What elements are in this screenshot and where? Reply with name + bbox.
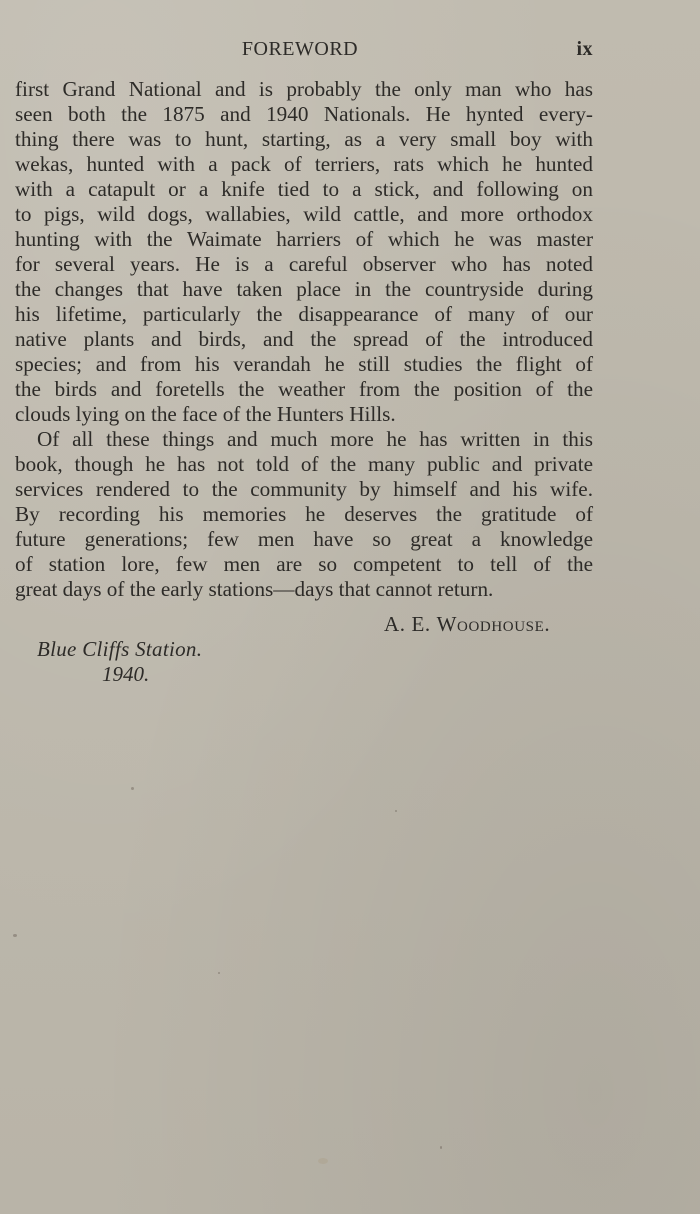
text-line: with a catapult or a knife tied to a stick, and following on bbox=[15, 177, 593, 201]
text-line: clouds lying on the face of the Hunters Hills. bbox=[15, 402, 396, 426]
running-title: FOREWORD bbox=[241, 38, 359, 60]
text-line: native plants and birds, and the spread of the introduced bbox=[15, 327, 593, 351]
running-head bbox=[15, 38, 593, 64]
author-surname: Woodhouse. bbox=[436, 612, 551, 636]
text-line: hunting with the Waimate harriers of which he was master bbox=[15, 227, 593, 251]
dateline-year: 1940. bbox=[102, 662, 150, 686]
text-line: the changes that have taken place in the countryside during bbox=[15, 277, 593, 301]
author-signature bbox=[384, 612, 550, 637]
text-line: future generations; few men have so great a knowledge bbox=[15, 527, 593, 551]
paper-speck bbox=[218, 972, 220, 974]
text-line: seen both the 1875 and 1940 Nationals. He hynted every- bbox=[15, 102, 593, 126]
paper-speck bbox=[13, 934, 17, 937]
paper-speck bbox=[131, 787, 134, 790]
text-line: the birds and foretells the weather from the position of the bbox=[15, 377, 593, 401]
paragraph bbox=[15, 77, 593, 427]
text-line: thing there was to hunt, starting, as a very small boy with bbox=[15, 127, 593, 151]
paper-speck bbox=[395, 810, 397, 812]
text-line: to pigs, wild dogs, wallabies, wild cattle, and more orthodox bbox=[15, 202, 593, 226]
paper-speck bbox=[440, 1146, 442, 1149]
paragraph bbox=[15, 427, 593, 602]
text-line: first Grand National and is probably the only man who has bbox=[15, 77, 593, 101]
author-initials: A. E. bbox=[384, 612, 431, 636]
body-text bbox=[15, 77, 593, 602]
text-line: of station lore, few men are so competent to tell of the bbox=[15, 552, 593, 576]
text-line: book, though he has not told of the many public and private bbox=[15, 452, 593, 476]
paper-speck bbox=[318, 1158, 328, 1164]
text-line: wekas, hunted with a pack of terriers, rats which he hunted bbox=[15, 152, 593, 176]
dateline-place: Blue Cliffs Station. bbox=[37, 637, 203, 661]
text-line: By recording his memories he deserves the gratitude of bbox=[15, 502, 593, 526]
text-line: his lifetime, particularly the disappearance of many of our bbox=[15, 302, 593, 326]
text-line: great days of the early stations—days that cannot return. bbox=[15, 577, 494, 601]
text-line: for several years. He is a careful observer who has noted bbox=[15, 252, 593, 276]
text-line: Of all these things and much more he has written in this bbox=[37, 427, 593, 451]
text-line: services rendered to the community by himself and his wife. bbox=[15, 477, 593, 501]
text-line: species; and from his verandah he still studies the flight of bbox=[15, 352, 593, 376]
page-number: ix bbox=[576, 38, 593, 60]
